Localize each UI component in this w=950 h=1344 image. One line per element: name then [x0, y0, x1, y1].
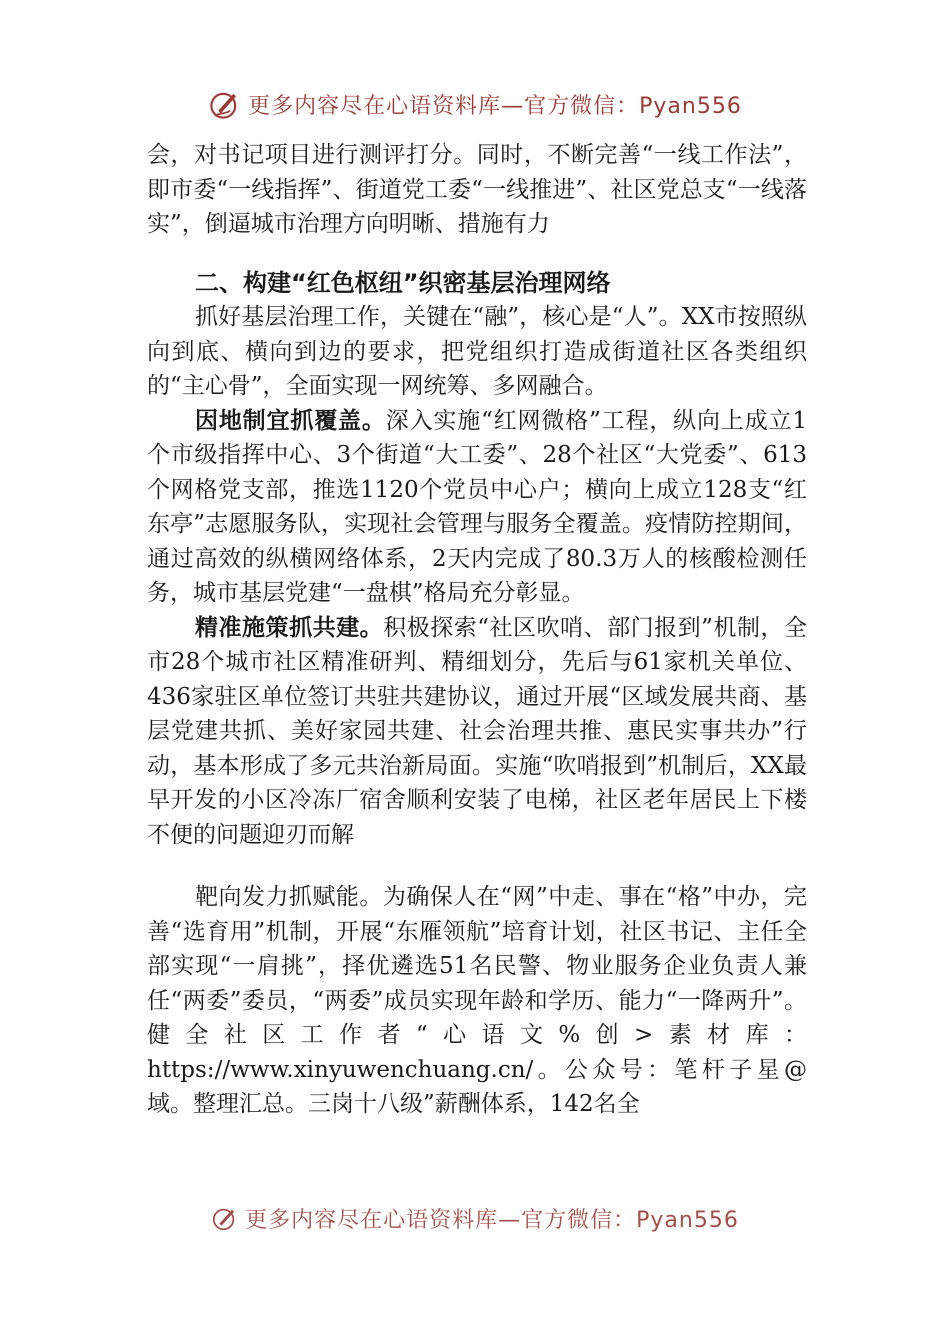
section-paragraph: 抓好基层治理工作，关键在“融”，核心是“人”。XX市按照纵向到底、横向到边的要求，把党组织打造成街道社区各类组织的“主心骨”，全面实现一网统筹、多网融合。 [147, 304, 807, 399]
watermark-text-footer: 更多内容尽在心语资料库—官方微信：Pyan556 [245, 1207, 739, 1233]
header-watermark [0, 84, 950, 124]
watermark-text: 更多内容尽在心语资料库—官方微信：Pyan556 [248, 93, 742, 119]
coverage-body: 深入实施“红网微格”工程，纵向上成立1个市级指挥中心、3个街道“大工委”、28个社区“大党委”、613个网格党支部，推选1120个党员中心户；横向上成立128支“红东亭”志愿服务队，实现社会管理与服务全覆盖。疫情防控期间，通过高效的纵横网络体系，2天内完成了80.3万人的核酸检测任务，城市基层党建“一盘棋”格局充分彰显。 [147, 407, 808, 606]
pen-logo-icon [208, 87, 242, 121]
empower-paragraph: 靶向发力抓赋能。为确保人在“网”中走、事在“格”中办，完善“选育用”机制，开展“东雁领航”培育计划，社区书记、主任全部实现“一肩挑”，择优遴选51名民警、物业服务企业负责人兼任“两委”委员，“两委”成员实现年龄和学历、能力“一降两升”。健全社区工作者“心语文%创>素材库：https://www.xinyuwenchuang.cn/。公众号：笔杆子星@域。整理汇总。三岗十八级”薪酬体系，142名全 [147, 884, 807, 1117]
section-heading: 二、构建“红色枢纽”织密基层治理网络 [195, 268, 611, 297]
cobuild-paragraph [147, 611, 807, 853]
document-body [147, 138, 807, 1122]
cobuild-lead: 精准施策抓共建。 [195, 614, 384, 641]
coverage-paragraph [147, 404, 807, 611]
pen-logo-icon [211, 1204, 239, 1232]
cobuild-body: 积极探索“社区吹哨、部门报到”机制，全市28个城市社区精准研判、精细划分，先后与61家机关单位、436家驻区单位签订共驻共建协议，通过开展“区域发展共商、基层党建共抓、美好家园共建、社会治理共推、惠民实事共办”行动，基本形成了多元共治新局面。实施“吹哨报到”机制后，XX最早开发的小区冷冻厂宿舍顺利安装了电梯，社区老年居民上下楼不便的问题迎刃而解 [147, 614, 807, 848]
footer-watermark [0, 1203, 950, 1233]
coverage-lead: 因地制宜抓覆盖。 [195, 407, 386, 434]
intro-paragraph: 会，对书记项目进行测评打分。同时，不断完善“一线工作法”，即市委“一线指挥”、街道党工委“一线推进”、社区党总支“一线落实”，倒逼城市治理方向明晰、措施有力 [147, 142, 807, 237]
